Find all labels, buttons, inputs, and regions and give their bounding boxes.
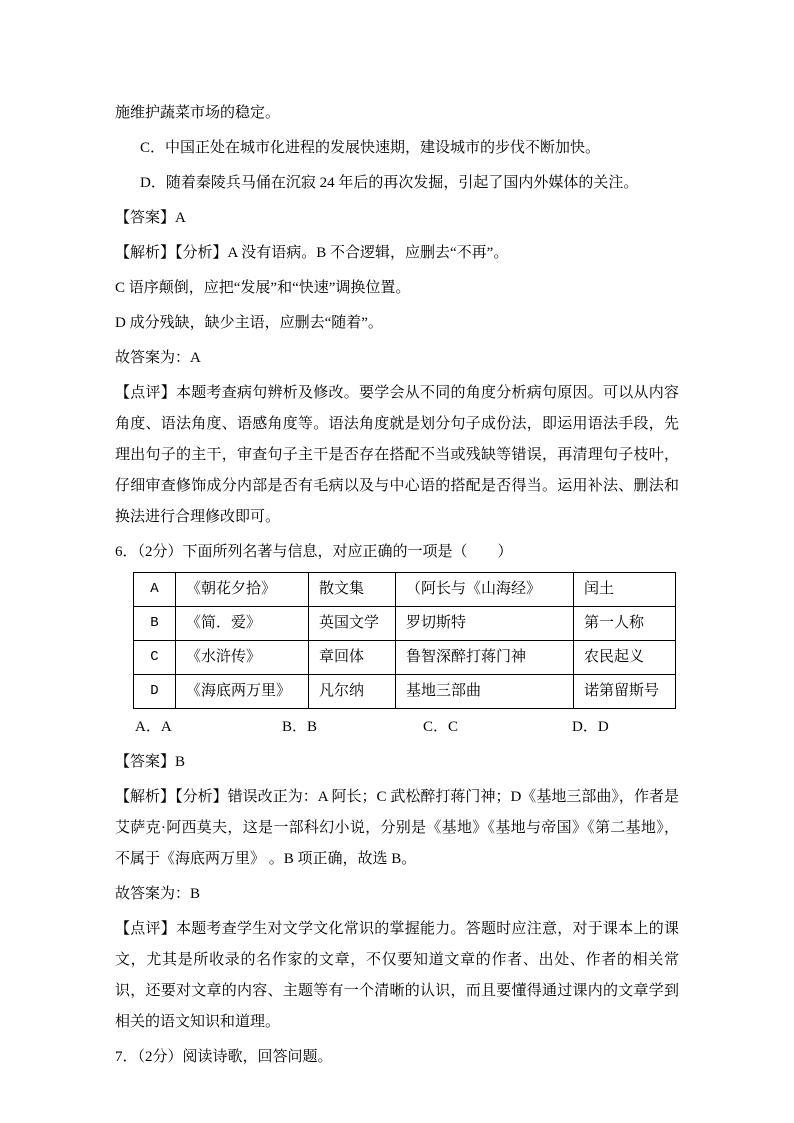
table-cell: 《简．爱》 <box>176 607 309 641</box>
q5-analysis-line-2: C 语序颠倒，应把“发展”和“快速”调换位置。 <box>115 280 411 296</box>
q5-option-c: C．中国正处在城市化进程的发展快速期，建设城市的步伐不断加快。 <box>140 140 601 156</box>
q5-option-d: D．随着秦陵兵马俑在沉寂 24 年后的再次发掘，引起了国内外媒体的关注。 <box>140 175 639 191</box>
table-row <box>134 641 676 675</box>
table-cell: A <box>134 573 176 607</box>
q6-question-stem: 6．（2分）下面所列名著与信息，对应正确的一项是（ ） <box>115 544 513 560</box>
table-cell: B <box>134 607 176 641</box>
table-cell: 《海底两万里》 <box>176 675 309 709</box>
q5-sentence-tail: 施维护蔬菜市场的稳定。 <box>115 105 281 121</box>
q5-conclusion-line: 故答案为：A <box>115 350 201 366</box>
document-content <box>115 98 679 1077</box>
table-cell: 英国文学 <box>309 607 396 641</box>
table-row <box>134 573 676 607</box>
q6-analysis-paragraph: 【解析】【分析】错误改正为：A 阿长；C 武松醉打蒋门神；D《基地三部曲》，作者是艾萨克·阿西莫夫，这是一部科幻小说，分别是《基地》《基地与帝国》《第二基地》，不属于《海底两万里》 。B 项正确，故选 B。 <box>115 789 679 867</box>
table-cell: 闰土 <box>574 573 676 607</box>
table-cell: 诺第留斯号 <box>574 675 676 709</box>
table-cell: 章回体 <box>309 641 396 675</box>
table-row <box>134 607 676 641</box>
table-cell: 《水浒传》 <box>176 641 309 675</box>
q6-choice-c: C．C <box>423 719 459 735</box>
q6-choice-a: A．A <box>135 719 172 735</box>
table-row <box>134 675 676 709</box>
table-cell: D <box>134 675 176 709</box>
table-cell: 凡尔纳 <box>309 675 396 709</box>
q6-choices-row <box>115 712 679 743</box>
table-cell: 基地三部曲 <box>396 675 574 709</box>
q6-comment-paragraph: 【点评】本题考查学生对文学文化常识的掌握能力。答题时应注意，对于课本上的课文，尤其是所收录的名作家的文章，不仅要知道文章的作者、出处、作者的相关常识，还要对文章的内容、主题等有一个清晰的认识，而且要懂得通过课内的文章学到相关的语文知识和道理。 <box>115 921 679 1030</box>
q6-conclusion-line: 故答案为：B <box>115 886 201 902</box>
q6-choice-b: B．B <box>282 719 318 735</box>
q7-question-stem: 7．（2分）阅读诗歌，回答问题。 <box>115 1049 333 1065</box>
q5-analysis-line-1: 【解析】【分析】A 没有语病。B 不合逻辑，应删去“不再”。 <box>115 245 509 261</box>
table-cell: C <box>134 641 176 675</box>
table-cell: 散文集 <box>309 573 396 607</box>
q5-answer-line: 【答案】A <box>115 210 186 226</box>
table-cell: 第一人称 <box>574 607 676 641</box>
q6-choice-d: D．D <box>572 719 609 735</box>
table-cell: 《朝花夕拾》 <box>176 573 309 607</box>
q5-comment-paragraph: 【点评】本题考查病句辨析及修改。要学会从不同的角度分析病句原因。可以从内容角度、语法角度、语感角度等。语法角度就是划分句子成份法，即运用语法手段，先理出句子的主干，审查句子主干是否存在搭配不当或残缺等错误，再清理句子枝叶，仔细审查修饰成分内部是否有毛病以及与中心语的搭配是否得当。运用补法、删法和换法进行合理修改即可。 <box>115 385 679 525</box>
q5-analysis-line-3: D 成分残缺，缺少主语，应删去“随着”。 <box>115 315 383 331</box>
table-cell: 罗切斯特 <box>396 607 574 641</box>
table-cell: （阿长与《山海经》 <box>396 573 574 607</box>
table-cell: 农民起义 <box>574 641 676 675</box>
table-cell: 鲁智深醉打蒋门神 <box>396 641 574 675</box>
q6-literature-table <box>133 572 676 709</box>
q6-answer-line: 【答案】B <box>115 754 186 770</box>
